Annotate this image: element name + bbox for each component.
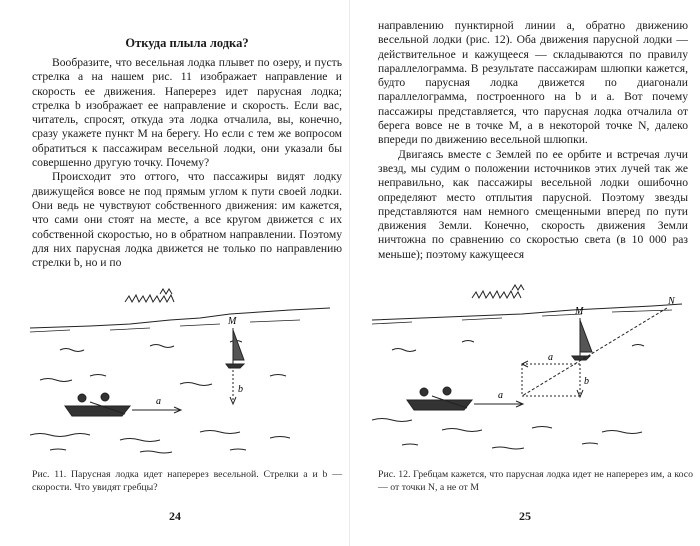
- figure-12: [372, 280, 682, 460]
- figure-11-illustration: [30, 280, 330, 460]
- page-number-left: 24: [169, 509, 181, 523]
- label-m: M: [228, 316, 237, 327]
- right-paragraph-2: Двигаясь вместе с Землей по ее орбите и встречая лучи звезд, мы судим о положении источников этих лучей так же неправильно, как пассажиры весельной лодки ошибочно определяют место отплытия парусной. Поэтому звезды представляются нам немного смещенными вперед по пути движения Земли. Конечно, скорость движения Земли ничтожна по сравнению со скоростью света (в 10 000 раз меньше); поэтому кажущееся: [378, 147, 688, 261]
- figure-12-illustration: [372, 280, 682, 460]
- page-number-right: 25: [519, 509, 531, 523]
- right-page: [350, 0, 700, 546]
- left-paragraph-1: Вообразите, что весельная лодка плывет по озеру, и пусть стрелка a на нашем рис. 11 изображает направление и скорость ее движения. Наперерез идет парусная лодка; стрелка b изображает ее направление и скорость. Если вас, читатель, спросят, откуда эта лодка отчалила, вы, конечно, сразу укажете пункт M на берегу. Но если с тем же вопросом обратиться к пассажирам весельной лодки, они указали бы совершенно другую точку. Почему?: [32, 56, 342, 170]
- label-m: M: [575, 306, 584, 317]
- label-b: b: [238, 384, 243, 395]
- left-paragraph-2: Происходит это оттого, что пассажиры видят лодку движущейся вовсе не под прямым углом к пути своей лодки. Они ведь не чувствуют собственного движения: им кажется, что сами они стоят на месте, а все кругом движется с их собственной скоростью, но в обратном направлении. Поэтому для них парусная лодка движется не только по направлению стрелки b, но и по: [32, 170, 342, 270]
- section-title: Откуда плыла лодка?: [125, 36, 249, 50]
- figure-12-caption: Рис. 12. Гребцам кажется, что парусная лодка идет не наперерез им, а косо — от точки N, а не от M: [378, 469, 693, 493]
- figure-11: [30, 280, 330, 460]
- label-b: b: [584, 376, 589, 387]
- right-page-body: [378, 19, 688, 262]
- figure-11-caption: Рис. 11. Парусная лодка идет наперерез весельной. Стрелки a и b — скорости. Что увидят гребцы?: [32, 469, 342, 493]
- label-a-dashed: a: [548, 352, 553, 363]
- label-a: a: [156, 396, 161, 407]
- right-paragraph-1: направлению пунктирной линии a, обратно движению весельной лодки (рис. 12). Оба движения парусной лодки — действительное и кажущееся — складываются по правилу параллелограмма. В результате пассажирам шлюпки кажется, будто парусная лодка движется по диагонали параллелограмма, построенного на b и a. Вот почему пассажиры представляется, что парусная лодка отчалила от берега вовсе не в точке M, а в некоторой точке N, далеко впереди по движению весельной шлюпки.: [378, 19, 688, 147]
- left-page-body: [32, 56, 342, 270]
- label-a-boat: a: [498, 390, 503, 401]
- label-n: N: [668, 296, 675, 307]
